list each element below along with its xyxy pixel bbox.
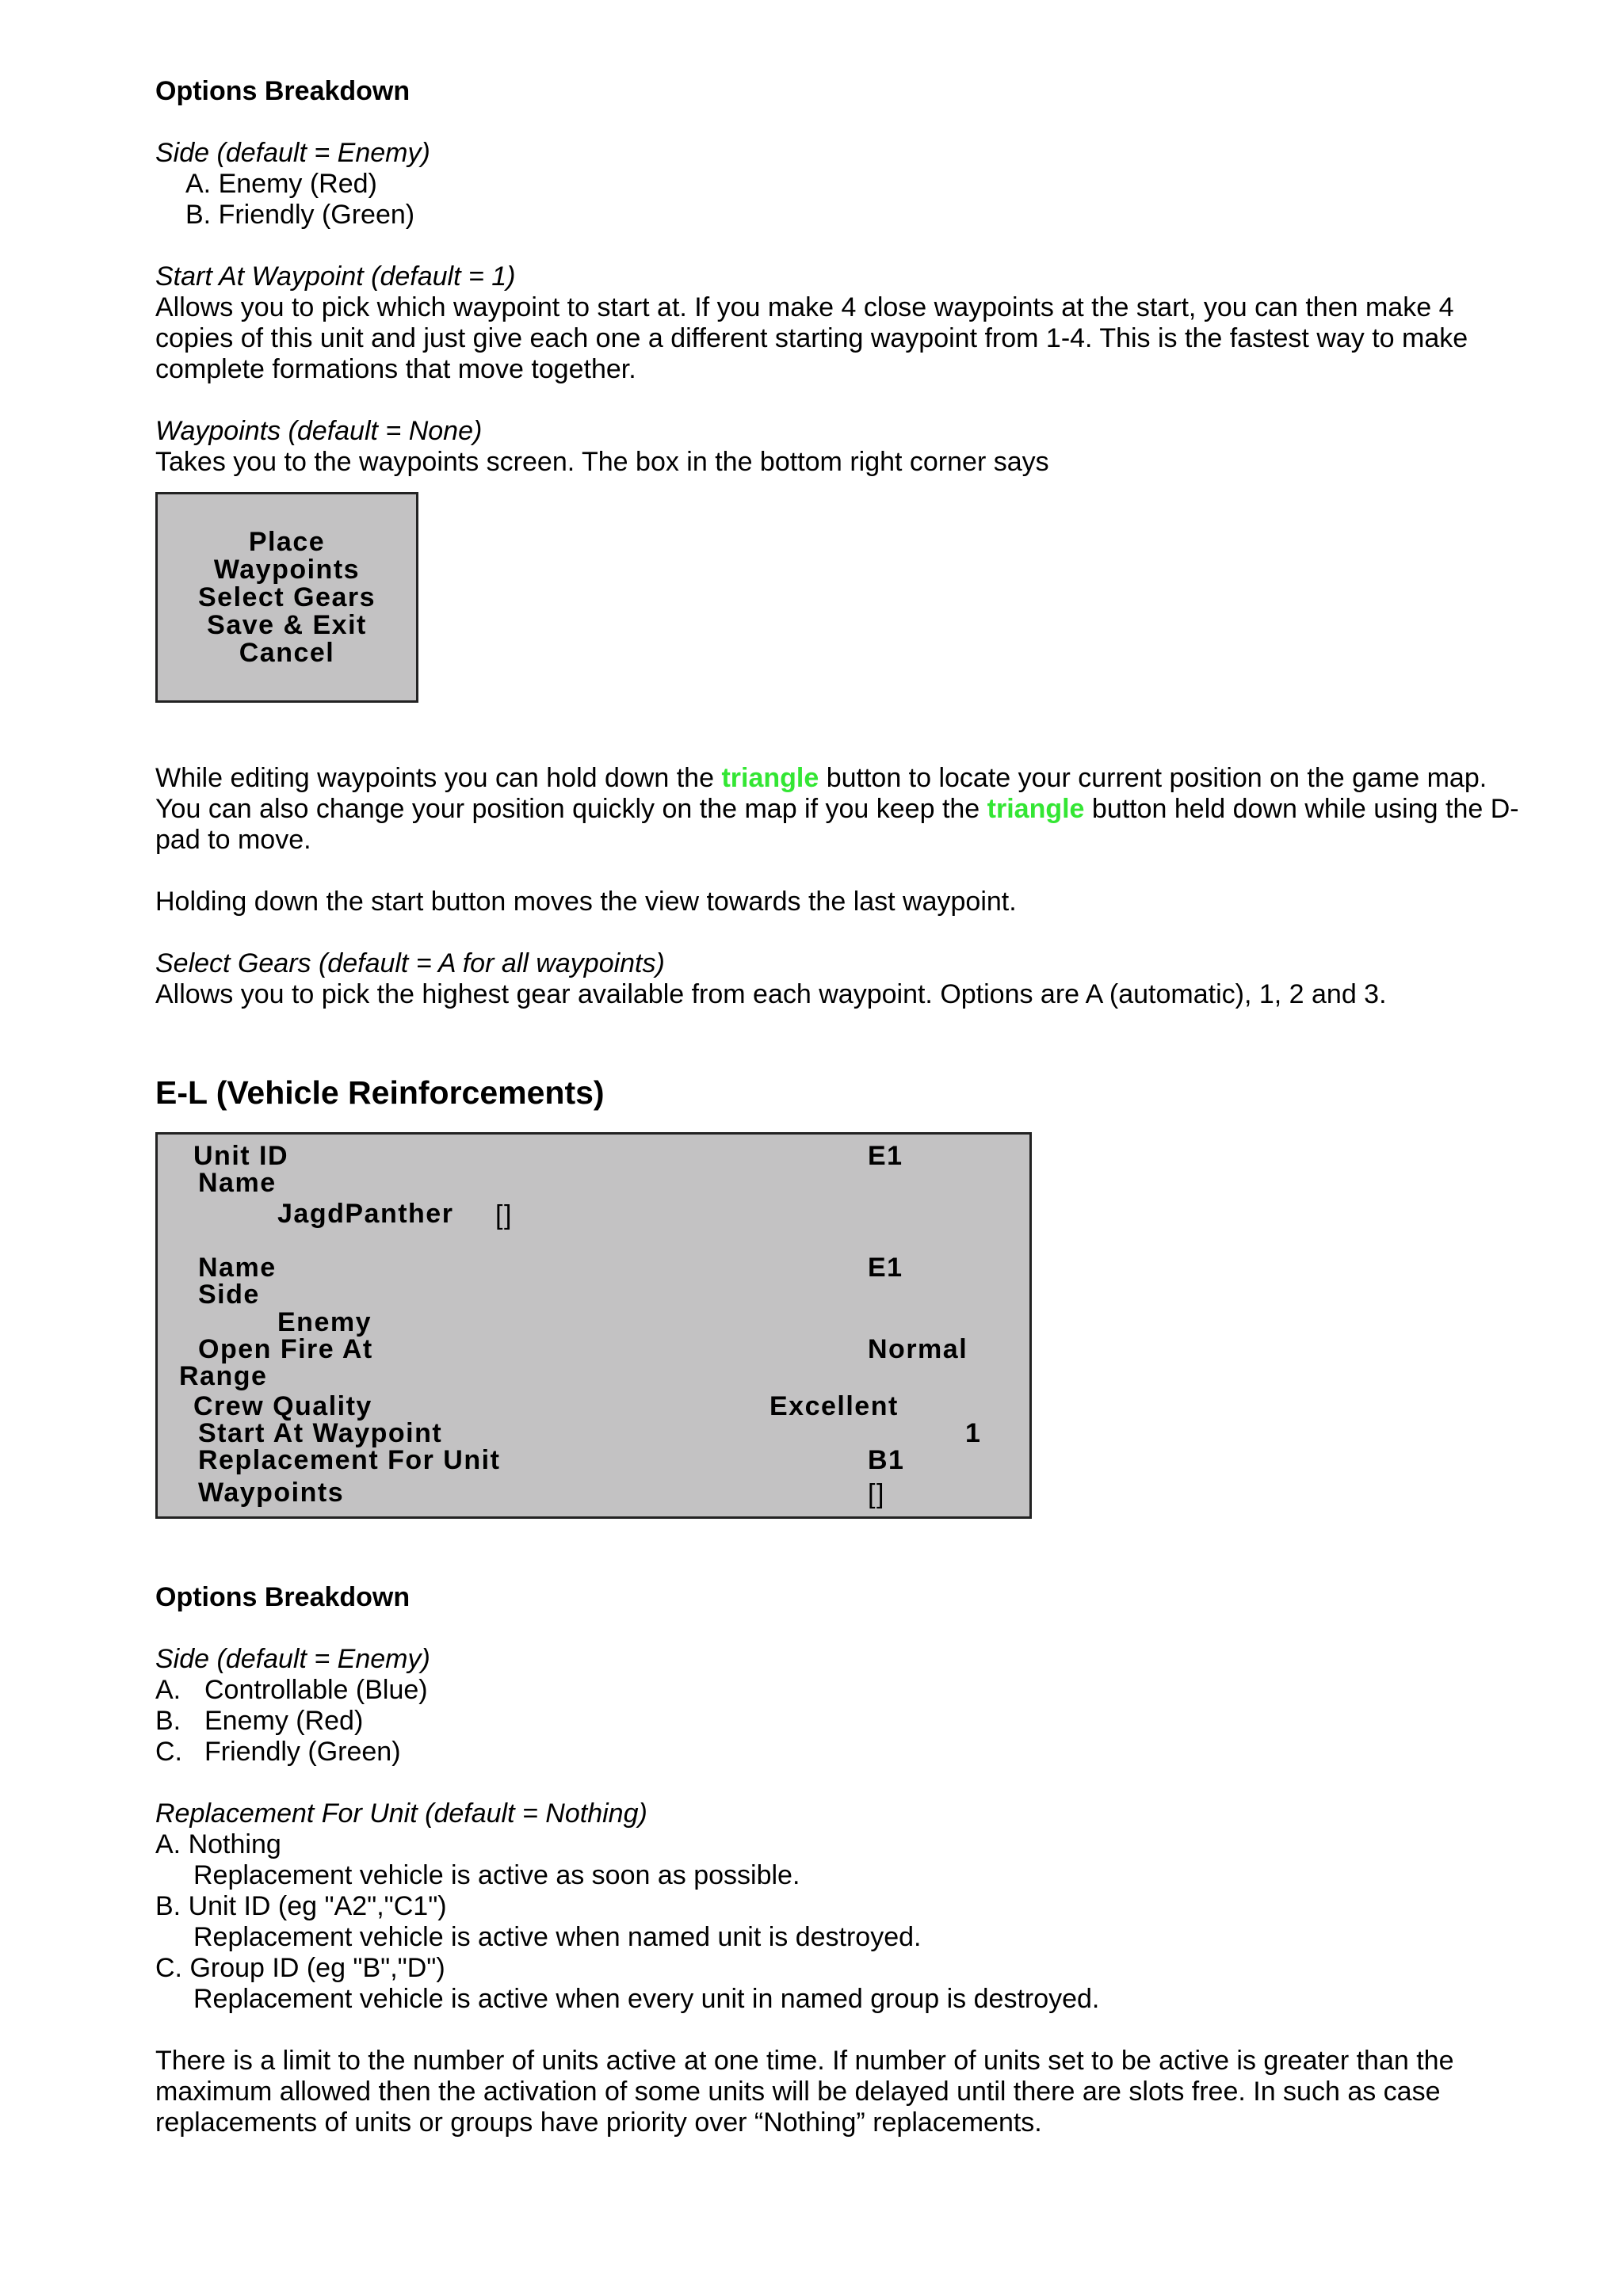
name-value: JagdPanther [277, 1199, 454, 1229]
waypoints-label: Waypoints [198, 1478, 345, 1508]
waypoints-option-title: Waypoints (default = None) [155, 416, 483, 446]
list-item-desc: Replacement vehicle is active when every unit in named group is destroyed. [193, 1984, 1100, 2014]
select-gears-title: Select Gears (default = A for all waypoints) [155, 948, 665, 978]
name-label: Name [198, 1168, 277, 1198]
side-option-item: B. Friendly (Green) [185, 200, 415, 230]
paragraph-line: Allows you to pick the highest gear available from each waypoint. Options are A (automatic), 1, 2 and 3. [155, 979, 1387, 1009]
replacement-label: Replacement For Unit [198, 1445, 501, 1475]
name-label: Name [198, 1253, 277, 1283]
start-waypoint-label: Start At Waypoint [198, 1418, 443, 1448]
start-waypoint-value: 1 [965, 1418, 982, 1448]
crew-quality-value: Excellent [769, 1391, 899, 1421]
paragraph-line: replacements of units or groups have priority over “Nothing” replacements. [155, 2107, 1042, 2138]
list-item: C. Group ID (eg "B","D") [155, 1953, 445, 1983]
section-title: E-L (Vehicle Reinforcements) [155, 1074, 605, 1111]
menu-item-waypoints: Waypoints [213, 554, 361, 585]
open-fire-label: Open Fire At [198, 1334, 373, 1364]
open-fire-label-range: Range [179, 1361, 268, 1391]
paragraph-line: Takes you to the waypoints screen. The box in the bottom right corner says [155, 447, 1049, 477]
crew-quality-label: Crew Quality [193, 1391, 372, 1421]
paragraph-line: Holding down the start button moves the view towards the last waypoint. [155, 887, 1017, 917]
list-item-desc: Replacement vehicle is active as soon as possible. [193, 1860, 800, 1890]
list-item: C. Friendly (Green) [155, 1737, 401, 1767]
list-item: A. Nothing [155, 1829, 281, 1859]
paragraph-line: complete formations that move together. [155, 354, 636, 384]
triangle-highlight: triangle [721, 763, 819, 793]
triangle-highlight: triangle [987, 794, 1085, 824]
menu-item-select-gears: Select Gears [197, 582, 376, 612]
side-option-title: Side (default = Enemy) [155, 1644, 430, 1674]
side-option-item: A. Enemy (Red) [185, 169, 377, 199]
start-at-waypoint-title: Start At Waypoint (default = 1) [155, 261, 516, 292]
paragraph-line: Allows you to pick which waypoint to start at. If you make 4 close waypoints at the start, you can then make 4 [155, 292, 1454, 322]
paragraph-line: You can also change your position quickly on the map if you keep the triangle button held down while using the D- [155, 794, 1519, 824]
list-item: A. Controllable (Blue) [155, 1675, 428, 1705]
paragraph-line: copies of this unit and just give each one a different starting waypoint from 1-4. This is the fastest way to make [155, 323, 1468, 353]
unit-settings-box [155, 1132, 1032, 1519]
options-breakdown-heading: Options Breakdown [155, 1582, 411, 1612]
unit-id-value: E1 [868, 1141, 903, 1171]
list-item: B. Enemy (Red) [155, 1706, 364, 1736]
waypoint-menu-box [155, 492, 418, 703]
paragraph-line: While editing waypoints you can hold down the triangle button to locate your current position on the game map. [155, 763, 1487, 793]
paragraph-line: There is a limit to the number of units active at one time. If number of units set to be active is greater than the [155, 2046, 1454, 2076]
document-page [155, 76, 1550, 2138]
side-value: Enemy [277, 1307, 372, 1337]
side-option-title: Side (default = Enemy) [155, 138, 430, 168]
side-label: Side [198, 1280, 260, 1310]
menu-item-place: Place [248, 526, 326, 557]
replacement-value: B1 [868, 1445, 905, 1475]
menu-item-save-exit: Save & Exit [207, 609, 367, 640]
options-breakdown-heading: Options Breakdown [155, 76, 411, 106]
replacement-option-title: Replacement For Unit (default = Nothing) [155, 1798, 647, 1829]
list-item: B. Unit ID (eg "A2","C1") [155, 1891, 447, 1921]
menu-item-cancel: Cancel [239, 637, 335, 668]
list-item-desc: Replacement vehicle is active when named unit is destroyed. [193, 1922, 922, 1952]
paragraph-line: pad to move. [155, 825, 311, 855]
paragraph-line: maximum allowed then the activation of some units will be delayed until there are slots free. In such as case [155, 2077, 1441, 2107]
open-fire-value: Normal [868, 1334, 968, 1364]
unit-id-label: Unit ID [193, 1141, 289, 1171]
name-value: E1 [868, 1253, 903, 1283]
waypoints-value: [] [868, 1479, 885, 1509]
name-bracket: [] [495, 1200, 513, 1230]
